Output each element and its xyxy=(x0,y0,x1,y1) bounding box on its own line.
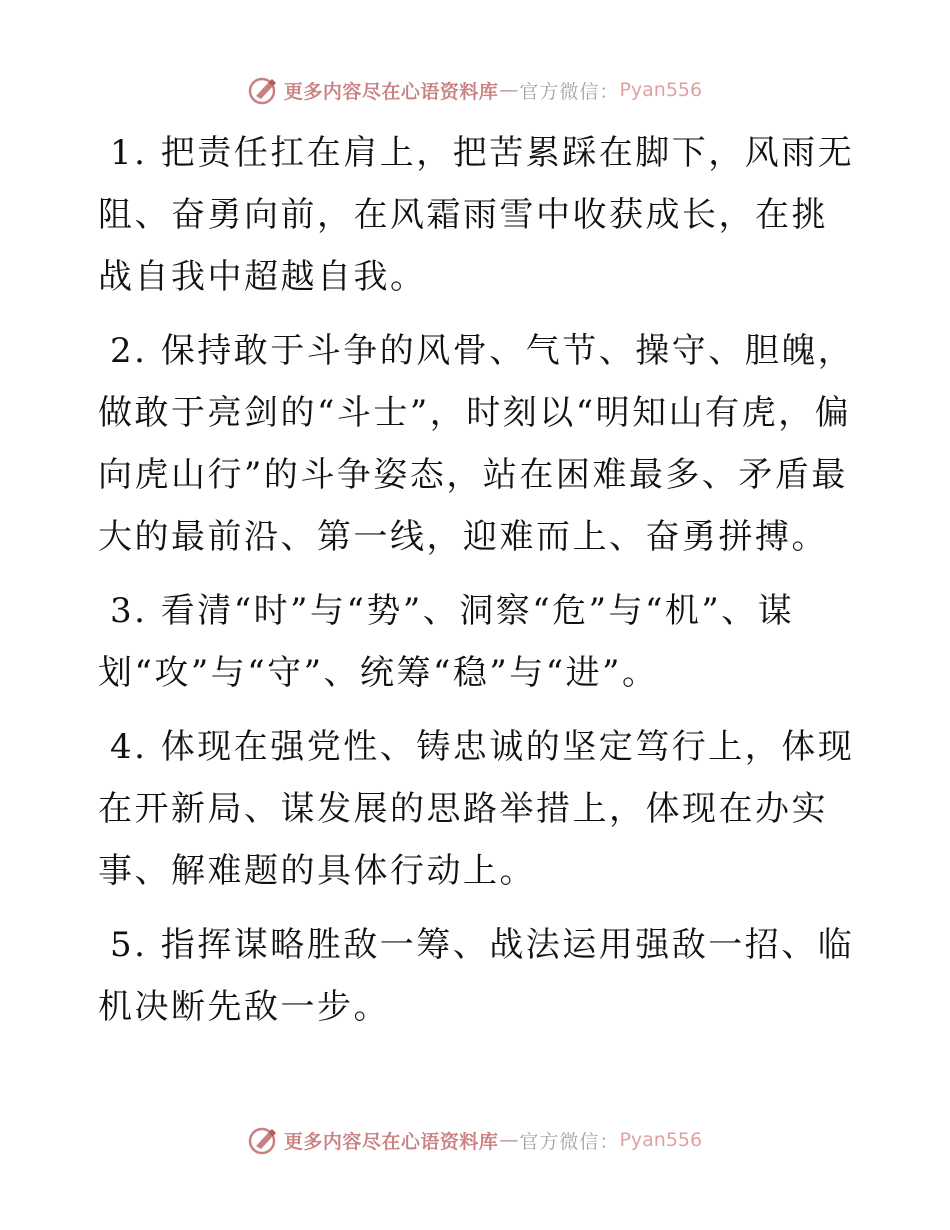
watermark-wechat-id: Pyan556 xyxy=(619,1129,703,1151)
footer-watermark xyxy=(0,1120,950,1160)
watermark-separator: — xyxy=(499,79,519,101)
header-watermark xyxy=(0,70,950,110)
watermark-text: 更多内容尽在心语资料库 xyxy=(283,80,499,103)
watermark-separator: — xyxy=(499,1129,519,1151)
paragraph-5: 5. 指挥谋略胜敌一筹、战法运用强敌一招、临机决断先敌一步。 xyxy=(98,925,855,1027)
paragraph-2: 2. 保持敢于斗争的风骨、气节、操守、胆魄，做敢于亮剑的“斗士”，时刻以“明知山有虎，偏向虎山行”的斗争姿态，站在困难最多、矛盾最大的最前沿、第一线，迎难而上、奋勇拼搏。 xyxy=(98,331,855,557)
paragraph-1: 1. 把责任扛在肩上，把苦累踩在脚下，风雨无阻、奋勇向前，在风霜雨雪中收获成长，在挑战自我中超越自我。 xyxy=(98,133,855,297)
watermark-wechat-label: 官方微信： xyxy=(519,80,620,103)
paragraph-4: 4. 体现在强党性、铸忠诚的坚定笃行上，体现在开新局、谋发展的思路举措上，体现在办实事、解难题的具体行动上。 xyxy=(98,727,855,891)
paragraph-3: 3. 看清“时”与“势”、洞察“危”与“机”、谋划“攻”与“守”、统筹“稳”与“进”。 xyxy=(98,591,795,693)
watermark-text: 更多内容尽在心语资料库 xyxy=(283,1130,499,1153)
pen-nib-circle-icon xyxy=(248,74,280,106)
watermark-wechat-id: Pyan556 xyxy=(619,79,703,101)
document-body xyxy=(98,122,858,1050)
watermark-wechat-label: 官方微信： xyxy=(519,1130,620,1153)
pen-nib-circle-icon xyxy=(248,1124,280,1156)
